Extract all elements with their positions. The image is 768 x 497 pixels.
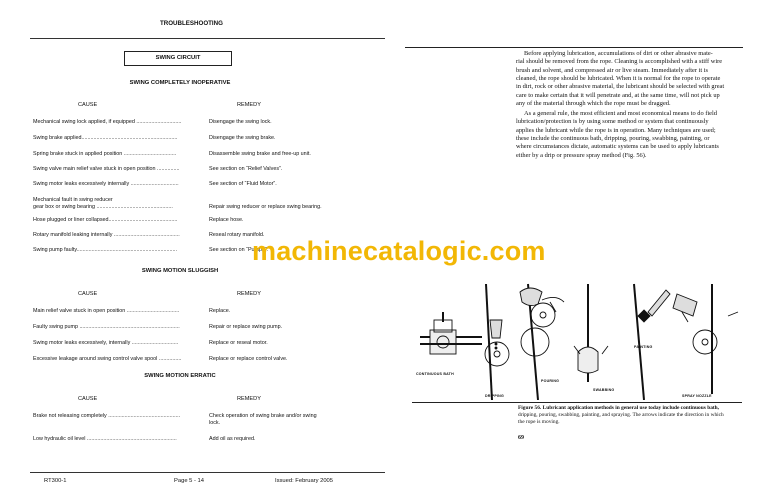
right-page-number: 69 [518,435,524,441]
caption-line: Figure 56. Lubricant application methods in general use today include continuous bath, [518,405,720,411]
remedy-text: Replace. [209,308,231,314]
remedy-text: Disengage the swing lock. [209,119,272,125]
swabbing-drawing [574,284,608,382]
paragraph-line: either by a drip or pressure spray method (Fig. 56). [516,151,647,159]
cause-text: Hose plugged or liner collapsed.............................................. [33,217,178,223]
paragraph-line: Before applying lubrication, accumulations of dirt or other abrasive mate- [524,50,713,57]
cause-header: CAUSE [78,102,98,108]
remedy-text: Repair swing reducer or replace swing bearing. [209,204,322,210]
header-rule [30,38,385,39]
paragraph-line: lubrication/protection is by using some method or system that continuously [516,118,709,126]
paragraph-line: in dirt, rock or other abrasive material, the lubricant should be selected with great [516,83,725,91]
label-spray-nozzle: SPRAY NOZZLE [682,394,712,398]
cause-text: Brake not releasing completely ................................................ [33,413,181,419]
remedy-header: REMEDY [237,396,261,402]
cause-text: Excessive leakage around swing control valve spool ............... [33,356,182,362]
continuous-bath-drawing [420,312,482,354]
remedy-text: Disassemble swing brake and free-up unit. [209,151,311,157]
remedy-text: See section on “Relief Valves”. [209,166,283,172]
paragraph-line: brush and solvent, and compressed air or live steam. Immediately after it is [516,66,709,74]
page-title: TROUBLESHOOTING [160,20,223,27]
footer-model: RT300-1 [44,478,67,484]
section-heading: SWING MOTION SLUGGISH [141,268,219,274]
cause-text: gear box or swing bearing ................................................... [33,204,173,210]
dripping-drawing [485,284,509,400]
remedy-text: Repair or replace swing pump. [209,324,283,330]
remedy-text: Replace or reseal motor. [209,340,268,346]
remedy-text: Disengage the swing brake. [209,135,276,141]
cause-text: Swing motor leaks excessively, internally ............................... [33,340,179,346]
body-paragraph [516,50,742,108]
caption-line: dripping, pouring, swabbing, painting, and spraying. The arrows indicate the direction in which [518,411,724,418]
section-heading: SWING MOTION ERRATIC [144,373,216,379]
cause-text: Mechanical fault in swing reducer [33,197,113,203]
remedy-text: Add oil as required. [209,436,256,442]
painting-drawing [634,284,670,400]
remedy-text: See section on “Pumps”. [209,247,269,253]
cause-text: Swing valve main relief valve stuck in open position ............... [33,166,180,172]
cause-text: Swing pump faulty................................................................... [33,247,177,253]
label-continuous-bath: CONTINUOUS BATH [416,372,454,376]
right-header-rule [405,47,743,48]
remedy-text: Reseal rotary manifold. [209,232,265,238]
cause-header: CAUSE [78,396,98,402]
lubrication-methods-illustration [412,282,748,400]
figure-bottom-rule [412,402,742,403]
remedy-text: See section of “Fluid Motor”. [209,181,277,187]
paragraph-line: these include the continuous bath, dripping, pouring, swabbing, painting, or [516,135,710,143]
paragraph-line: As a general rule, the most efficient and most economical means to do field [524,110,717,117]
cause-text: Mechanical swing lock applied, if equipped .............................. [33,119,182,125]
watermark: machinecatalogic.com [252,236,546,266]
cause-text: Low hydraulic oil level ............................................................ [33,436,177,442]
label-dripping: DRIPPING [485,394,504,398]
paragraph-line: rial should be removed from the rope. Cleaning is accomplished with a stiff wire [516,58,723,66]
swing-circuit-box: SWING CIRCUIT [124,51,232,66]
cause-text: Spring brake stuck in applied position ................................... [33,151,177,157]
cause-text: Faulty swing pump ................................................................... [33,324,180,330]
remedy-text: Replace or replace control valve. [209,356,288,362]
paragraph-line: cleaned, the rope should be lubricated. When it is normal for the rope to operate [516,75,721,83]
section-heading: SWING COMPLETELY INOPERATIVE [129,80,231,86]
remedy-text: Check operation of swing brake and/or swing [209,413,317,419]
cause-header: CAUSE [78,291,98,297]
footer-page: Page 5 - 14 [174,478,204,484]
cause-text: Rotary manifold leaking internally ............................................ [33,232,180,238]
paragraph-line: applies the lubricant while the rope is in operation. Many techniques are used; [516,126,716,134]
remedy-header: REMEDY [237,102,261,108]
paragraph-line: where circumstances dictate, automatic systems can be used to apply lubricants [516,143,719,151]
label-painting: PAINTING [634,345,653,349]
remedy-text: Replace hose. [209,217,244,223]
paragraph-line: any of the material through which the rope must be dragged. [516,100,671,108]
figure-caption [518,405,743,425]
footer-rule [30,472,385,473]
label-pouring: POURING [541,379,560,383]
remedy-text: lock. [209,420,221,426]
footer-issued: Issued: February 2005 [275,478,334,484]
label-swabbing: SWABBING [593,388,615,392]
paragraph-line: care to make certain that it will penetrate and, at the same time, will not pick up [516,91,720,99]
remedy-header: REMEDY [237,291,261,297]
caption-line: the rope is moving. [518,418,560,425]
body-paragraph [516,110,742,160]
cause-text: Main relief valve stuck in open position ................................... [33,308,180,314]
cause-text: Swing motor leaks excessively internally ................................ [33,181,179,187]
cause-text: Swing brake applied................................................................ [33,135,178,141]
spray-nozzle-drawing [673,284,738,394]
